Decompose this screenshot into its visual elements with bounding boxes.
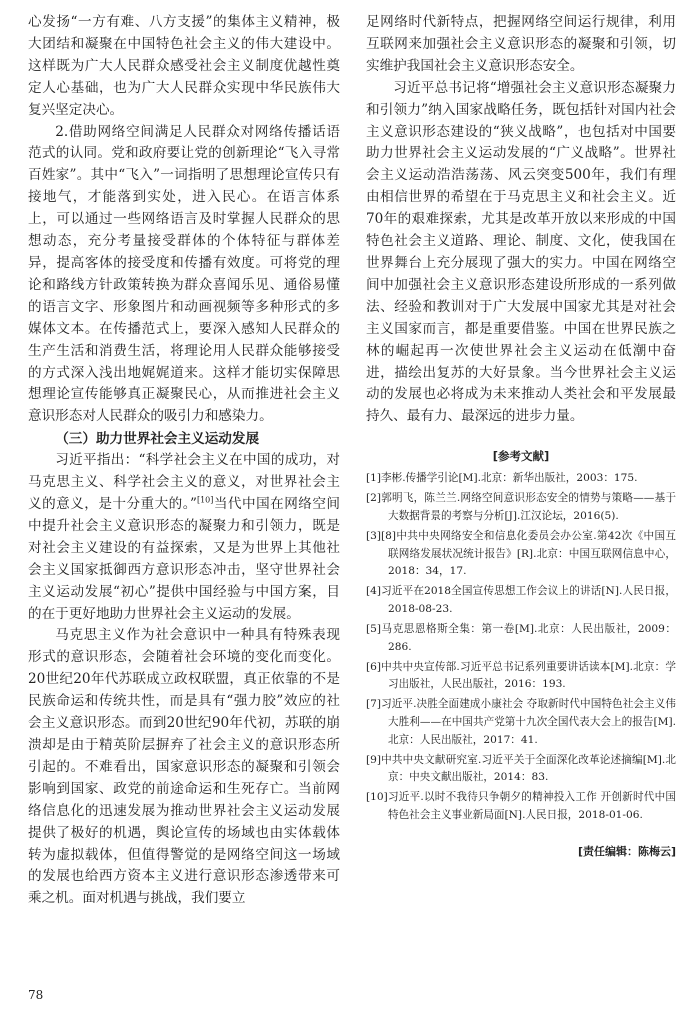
body-paragraph: 心发扬“一方有难、八方支援”的集体主义精神，极大团结和凝聚在中国特色社会主义的伟大建设中。这样既为广大人民群众感受社会主义制度优越性奠定人心基础，也为广大人民群众实现中华民族伟大复兴坚定决心。: [28, 14, 340, 118]
body-paragraph: 马克思主义作为社会意识中一种具有特殊表现形式的意识形态，会随着社会环境的变化而变化。20世纪20年代苏联成立政权联盟，真正依靠的不是民族命运和传统共性，而是具有“强力胶”效应的社会主义意识形态。而到20世纪90年代初，苏联的崩溃却是由于精英阶层摒弃了社会主义的意识形态所引起的。不难看出，国家意识形态的凝聚和引领会影响到国家、政党的前途命运和生死存亡。当前网络信息化的迅速发展为推动世界社会主义运动发展提供了极好的机遇，舆论宣传的场域也由实体载体转为虚拟载体，但值得警觉的是网络空间这一场域的发展也给西方资本主义进行意识形态渗透带来可乘之机。面对机遇与挑战，我们要立: [28, 627, 340, 907]
reference-item: [1]李彬.传播学引论[M].北京：新华出版社，2003：175.: [366, 472, 638, 485]
reference-item: [4]习近平在2018全国宣传思想工作会议上的讲话[N].人民日报，2018-08-23.: [366, 585, 676, 615]
references-list: [366, 470, 676, 824]
reference-item: [2]郭明飞，陈兰兰.网络空间意识形态安全的情势与策略——基于大数据背景的考察与分析[J].江汉论坛，2016(5).: [366, 492, 676, 522]
body-paragraph: 足网络时代新特点，把握网络空间运行规律，利用互联网来加强社会主义意识形态的凝聚和引领，切实维护我国社会主义意识形态安全。: [366, 14, 676, 74]
reference-item: [9]中共中央文献研究室.习近平关于全面深化改革论述摘编[M].北京：中央文献出版社，2014：83.: [366, 753, 676, 784]
reference-item: [3][8]中共中央网络安全和信息化委员会办公室.第42次《中国互联网络发展状况统计报告》[R].北京：中国互联网信息中心，2018：34，17.: [366, 530, 676, 578]
responsible-editor: [责任编辑：陈梅云]: [577, 844, 676, 858]
right-column: [366, 12, 676, 859]
reference-item: [10]习近平.以时不我待只争朝夕的精神投入工作 开创新时代中国特色社会主义事业新局面[N].人民日报，2018-01-06.: [366, 791, 676, 821]
references-title: [参考文献]: [492, 449, 550, 464]
body-paragraph: 2.借助网络空间满足人民群众对网络传播话语范式的认同。党和政府要让党的创新理论“飞入寻常百姓家”。其中“飞入”一词指明了思想理论宣传只有接地气，才能落到实处，进入民心。在语言体系上，可以通过一些网络语言及时掌握人民群众的思想动态，充分考量接受群体的个体特征与群体差异，提高客体的接受度和传播有效度。可将党的理论和路线方针政策转换为群众喜闻乐见、通俗易懂的语言文字、形象图片和动画视频等多种形式的多媒体文本。在传播范式上，要深入感知人民群众的生产生活和消费生活，将理论用人民群众能够接受的方式深入浅出地娓娓道来。这样才能切实保障思想理论宣传能够真正凝聚民心，从而推进社会主义意识形态对人民群众的吸引力和感染力。: [28, 123, 340, 425]
quote-text: 习近平指出：“科学社会主义在中国的成功，对马克思主义、科学社会主义的意义，对世界社会主义的意义，是十分重大的。”: [28, 452, 340, 513]
section-heading: （三）助力世界社会主义运动发展: [55, 431, 260, 448]
citation-mark: [10]: [196, 495, 214, 505]
body-paragraph: [28, 450, 340, 625]
reference-item: [6]中共中央宣传部.习近平总书记系列重要讲话读本[M].北京：学习出版社，人民出版社，2016：193.: [366, 660, 676, 691]
body-paragraph: 习近平总书记将“增强社会主义意识形态凝聚力和引领力”纳入国家战略任务，既包括针对国内社会主义意识形态建设的“狭义战略”，也包括对中国要助力世界社会主义运动发展的“广义战略”。世界社会主义运动浩浩荡荡、风云突变500年，我们有理由相信世界的希望在于马克思主义和社会主义。近70年的艰难探索，尤其是改革开放以来形成的中国特色社会主义道路、理论、制度、文化，使我国在世界舞台上充分展现了强大的实力。中国在网络空间中加强社会主义意识形态建设所形成的一系列做法、经验和教训对于广大发展中国家尤其是对社会主义国家而言，都是重要借鉴。中国在世界民族之林的崛起再一次使世界社会主义运动在低潮中奋进，描绘出复苏的大好景象。当今世界社会主义运动的发展也必将成为未来推动人类社会和平发展最持久、最有力、最深远的进步力量。: [366, 79, 676, 425]
left-column: [28, 12, 340, 910]
page-number: 78: [28, 988, 44, 1002]
paragraph-continuation: 当代中国在网络空间中提升社会主义意识形态的凝聚力和引领力，既是对社会主义建设的有益探索，又是为世界上其他社会主义国家抵御西方意识形态冲击，坚守世界社会主义运动发展“初心”提供中国经验与中国方案，目的在于更好地助力世界社会主义运动的发展。: [28, 496, 340, 622]
reference-item: [5]马克思恩格斯全集：第一卷[M].北京：人民出版社，2009：286.: [366, 622, 676, 653]
reference-item: [7]习近平.决胜全面建成小康社会 夺取新时代中国特色社会主义伟大胜利——在中国共产党第十九次全国代表大会上的报告[M].北京：人民出版社，2017：41.: [366, 698, 676, 746]
